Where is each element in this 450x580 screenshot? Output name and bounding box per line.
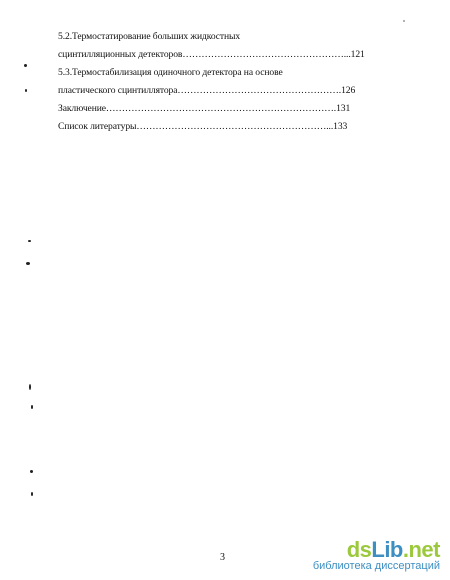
dslib-watermark xyxy=(312,537,440,574)
scan-speck xyxy=(24,64,27,67)
logo-part-ds: ds xyxy=(346,537,372,562)
scan-speck xyxy=(403,20,405,22)
toc-entry-5-3-title: 5.3.Термостабилизация одиночного детектора на основе xyxy=(58,67,283,78)
watermark-subtitle: библиотека диссертаций xyxy=(312,560,440,572)
logo-part-lib: Lib xyxy=(371,537,403,562)
scan-speck xyxy=(25,89,27,92)
scan-speck xyxy=(30,470,33,473)
page-number: 3 xyxy=(220,552,225,563)
toc-entry-5-2-title: 5.2.Термостатирование больших жидкостных xyxy=(58,31,241,42)
scan-speck xyxy=(31,492,33,496)
toc-entry-references: Список литературы……………………………………………………...133 xyxy=(58,121,348,132)
toc-entry-conclusion: Заключение……………………………………………………………….131 xyxy=(58,103,351,114)
toc-entry-5-2-page: сцинтилляционных детекторов……………………………………………...121 xyxy=(58,49,365,60)
dslib-logo xyxy=(347,538,440,562)
scan-speck xyxy=(26,262,30,265)
logo-part-net: .net xyxy=(402,537,440,562)
scan-speck xyxy=(28,240,31,242)
scan-speck xyxy=(29,384,31,390)
scan-speck xyxy=(31,405,33,409)
toc-entry-5-3-page: пластического сцинтиллятора…………………………………………….126 xyxy=(58,85,356,96)
